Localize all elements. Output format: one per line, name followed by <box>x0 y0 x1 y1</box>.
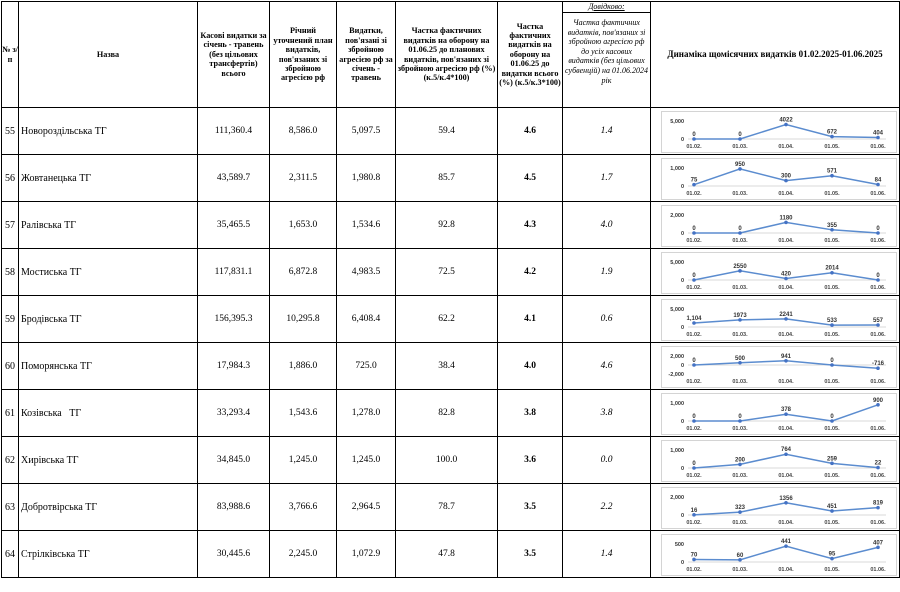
share-of-plan: 72.5 <box>396 249 498 296</box>
y-tick-label: 2,000 <box>670 495 684 501</box>
share-of-total: 3.8 <box>498 390 563 437</box>
municipality-name: Поморянська ТГ <box>19 343 198 390</box>
y-tick-label: 5,000 <box>670 119 684 125</box>
x-tick-label: 01.02. <box>686 520 702 526</box>
share-of-total: 4.6 <box>498 108 563 155</box>
x-tick-label: 01.06. <box>870 520 886 526</box>
annual-plan: 10,295.8 <box>270 296 337 343</box>
x-tick-label: 01.02. <box>686 238 702 244</box>
data-label: 0 <box>692 358 696 364</box>
data-label: 900 <box>872 397 884 404</box>
row-number: 58 <box>2 249 19 296</box>
chart-frame <box>661 158 897 200</box>
x-tick-label: 01.04. <box>778 379 794 385</box>
y-tick-label: 0 <box>680 278 684 284</box>
data-label: 1180 <box>779 215 793 222</box>
data-label: 2241 <box>779 311 793 318</box>
data-label: 0 <box>830 414 834 420</box>
table-row <box>2 343 900 390</box>
defense-expenditure: 1,980.8 <box>337 155 396 202</box>
x-tick-label: 01.03. <box>732 191 748 197</box>
municipality-name: Добротвірська ТГ <box>19 484 198 531</box>
x-tick-label: 01.06. <box>870 379 886 385</box>
defense-expenditure: 4,983.5 <box>337 249 396 296</box>
defense-expenditure-table <box>1 1 900 578</box>
share-of-plan: 82.8 <box>396 390 498 437</box>
y-tick-label: 0 <box>680 466 684 472</box>
chart-frame <box>661 205 897 247</box>
data-label: 451 <box>826 503 838 510</box>
y-tick-label: 0 <box>680 231 684 237</box>
y-tick-label: 1,000 <box>670 401 684 407</box>
row-number: 63 <box>2 484 19 531</box>
reference-share-2024: 1.4 <box>563 108 651 155</box>
municipality-name: Мостиська ТГ <box>19 249 198 296</box>
data-label: 557 <box>872 317 884 324</box>
table-row <box>2 390 900 437</box>
share-of-total: 4.3 <box>498 202 563 249</box>
x-tick-label: 01.05. <box>824 567 840 573</box>
defense-expenditure: 1,278.0 <box>337 390 396 437</box>
x-tick-label: 01.04. <box>778 426 794 432</box>
x-tick-label: 01.03. <box>732 473 748 479</box>
series-line <box>694 454 878 468</box>
cash-expenditure: 30,445.6 <box>198 531 270 578</box>
row-number: 59 <box>2 296 19 343</box>
table-row <box>2 202 900 249</box>
x-tick-label: 01.02. <box>686 567 702 573</box>
sparkline-svg <box>662 300 900 340</box>
municipality-name: Бродівська ТГ <box>19 296 198 343</box>
sparkline-svg <box>662 206 900 246</box>
defense-expenditure: 5,097.5 <box>337 108 396 155</box>
x-tick-label: 01.03. <box>732 520 748 526</box>
data-label: 2550 <box>733 263 747 270</box>
chart-frame <box>661 393 897 435</box>
x-tick-label: 01.05. <box>824 520 840 526</box>
cash-expenditure: 35,465.5 <box>198 202 270 249</box>
share-of-plan: 100.0 <box>396 437 498 484</box>
sparkline-svg <box>662 347 900 387</box>
chart-frame <box>661 487 897 529</box>
table-row <box>2 531 900 578</box>
data-label: 0 <box>692 414 696 420</box>
x-tick-label: 01.03. <box>732 567 748 573</box>
data-label: 672 <box>826 129 838 136</box>
x-tick-label: 01.05. <box>824 379 840 385</box>
data-label: 407 <box>872 540 884 547</box>
x-tick-label: 01.02. <box>686 285 702 291</box>
monthly-dynamics-chart <box>651 249 900 296</box>
x-tick-label: 01.05. <box>824 285 840 291</box>
table-row <box>2 484 900 531</box>
sparkline-svg <box>662 488 900 528</box>
defense-expenditure: 2,964.5 <box>337 484 396 531</box>
cash-expenditure: 83,988.6 <box>198 484 270 531</box>
row-number: 64 <box>2 531 19 578</box>
data-label: 1973 <box>733 312 747 319</box>
header-plan: Річний уточнений план видатків, пов'язаних зі збройною агресією рф <box>270 2 337 108</box>
annual-plan: 3,766.6 <box>270 484 337 531</box>
municipality-name: Жовтанецька ТГ <box>19 155 198 202</box>
y-tick-label: 1,000 <box>670 448 684 454</box>
header-expenditure: Видатки, пов'язані зі збройною агресією рф за січень - травень <box>337 2 396 108</box>
x-tick-label: 01.06. <box>870 191 886 197</box>
x-tick-label: 01.06. <box>870 567 886 573</box>
cash-expenditure: 33,293.4 <box>198 390 270 437</box>
annual-plan: 1,245.0 <box>270 437 337 484</box>
x-tick-label: 01.04. <box>778 285 794 291</box>
x-tick-label: 01.04. <box>778 144 794 150</box>
annual-plan: 1,886.0 <box>270 343 337 390</box>
x-tick-label: 01.06. <box>870 144 886 150</box>
x-tick-label: 01.06. <box>870 332 886 338</box>
municipality-name: Козівська ТГ <box>19 390 198 437</box>
x-tick-label: 01.05. <box>824 191 840 197</box>
x-tick-label: 01.02. <box>686 473 702 479</box>
y-tick-label: 5,000 <box>670 307 684 313</box>
share-of-plan: 78.7 <box>396 484 498 531</box>
x-tick-label: 01.03. <box>732 238 748 244</box>
table-row <box>2 437 900 484</box>
data-label: 0 <box>692 132 696 138</box>
defense-expenditure: 6,408.4 <box>337 296 396 343</box>
share-of-plan: 62.2 <box>396 296 498 343</box>
x-tick-label: 01.03. <box>732 332 748 338</box>
table-row <box>2 155 900 202</box>
defense-expenditure: 725.0 <box>337 343 396 390</box>
data-label: 75 <box>690 177 698 184</box>
data-label: 0 <box>692 461 696 467</box>
data-label: 0 <box>738 132 742 138</box>
reference-share-2024: 0.6 <box>563 296 651 343</box>
x-tick-label: 01.02. <box>686 379 702 385</box>
data-label: 819 <box>872 500 884 507</box>
data-label: 0 <box>876 226 880 232</box>
reference-share-2024: 0.0 <box>563 437 651 484</box>
chart-frame <box>661 252 897 294</box>
data-label: 70 <box>690 552 698 559</box>
share-of-plan: 92.8 <box>396 202 498 249</box>
data-label: 404 <box>872 130 884 137</box>
share-of-total: 4.2 <box>498 249 563 296</box>
reference-share-2024: 1.9 <box>563 249 651 296</box>
x-tick-label: 01.05. <box>824 238 840 244</box>
data-label: 355 <box>826 222 838 229</box>
data-label: 0 <box>738 414 742 420</box>
share-of-total: 3.5 <box>498 531 563 578</box>
monthly-dynamics-chart <box>651 202 900 249</box>
header-dynamics: Динаміка щомісячних видатків 01.02.2025-01.06.2025 <box>651 2 900 108</box>
chart-frame <box>661 346 897 388</box>
data-label: 300 <box>780 173 792 180</box>
municipality-name: Хирівська ТГ <box>19 437 198 484</box>
data-label: 200 <box>734 457 746 464</box>
share-of-total: 4.1 <box>498 296 563 343</box>
data-label: 500 <box>734 355 746 362</box>
y-tick-label: 0 <box>680 560 684 566</box>
cash-expenditure: 111,360.4 <box>198 108 270 155</box>
x-tick-label: 01.04. <box>778 332 794 338</box>
share-of-plan: 38.4 <box>396 343 498 390</box>
data-label: 441 <box>780 539 792 546</box>
y-tick-label: 0 <box>680 184 684 190</box>
y-tick-label: 5,000 <box>670 260 684 266</box>
row-number: 56 <box>2 155 19 202</box>
reference-share-2024: 2.2 <box>563 484 651 531</box>
monthly-dynamics-chart <box>651 437 900 484</box>
data-label: 2014 <box>825 265 839 272</box>
monthly-dynamics-chart <box>651 484 900 531</box>
y-tick-label: 0 <box>680 137 684 143</box>
x-tick-label: 01.04. <box>778 191 794 197</box>
x-tick-label: 01.06. <box>870 238 886 244</box>
cash-expenditure: 34,845.0 <box>198 437 270 484</box>
x-tick-label: 01.02. <box>686 144 702 150</box>
y-tick-label: 2,000 <box>670 354 684 360</box>
row-number: 55 <box>2 108 19 155</box>
cash-expenditure: 43,589.7 <box>198 155 270 202</box>
annual-plan: 6,872.8 <box>270 249 337 296</box>
share-of-plan: 47.8 <box>396 531 498 578</box>
chart-frame <box>661 111 897 153</box>
share-of-total: 4.0 <box>498 343 563 390</box>
data-label: 323 <box>734 505 746 512</box>
sparkline-svg <box>662 112 900 152</box>
x-tick-label: 01.02. <box>686 332 702 338</box>
y-tick-label: 1,000 <box>670 166 684 172</box>
data-label: 571 <box>826 168 838 175</box>
x-tick-label: 01.03. <box>732 144 748 150</box>
x-tick-label: 01.03. <box>732 285 748 291</box>
x-tick-label: 01.04. <box>778 567 794 573</box>
defense-expenditure: 1,072.9 <box>337 531 396 578</box>
row-number: 57 <box>2 202 19 249</box>
x-tick-label: 01.06. <box>870 473 886 479</box>
cash-expenditure: 156,395.3 <box>198 296 270 343</box>
data-label: 764 <box>780 447 792 454</box>
data-label: 1,104 <box>686 316 702 323</box>
data-label: 420 <box>780 271 792 278</box>
header-share-plan: Частка фактичних видатків на оборону на 01.06.25 до планових видатків, пов'язаних зі збройною агресією рф (%) (к.5/к.4*100) <box>396 2 498 108</box>
row-number: 60 <box>2 343 19 390</box>
x-tick-label: 01.05. <box>824 473 840 479</box>
share-of-total: 3.5 <box>498 484 563 531</box>
annual-plan: 2,245.0 <box>270 531 337 578</box>
reference-share-2024: 1.4 <box>563 531 651 578</box>
defense-expenditure: 1,534.6 <box>337 202 396 249</box>
municipality-name: Ралівська ТГ <box>19 202 198 249</box>
data-label: 0 <box>692 273 696 279</box>
sparkline-svg <box>662 159 900 199</box>
monthly-dynamics-chart <box>651 155 900 202</box>
sparkline-svg <box>662 394 900 434</box>
data-label: 0 <box>692 226 696 232</box>
table-row <box>2 108 900 155</box>
x-tick-label: 01.05. <box>824 144 840 150</box>
monthly-dynamics-chart <box>651 531 900 578</box>
sparkline-svg <box>662 441 900 481</box>
data-label: 941 <box>780 353 792 360</box>
y-tick-label: 0 <box>680 363 684 369</box>
share-of-plan: 59.4 <box>396 108 498 155</box>
series-line <box>694 125 878 139</box>
monthly-dynamics-chart <box>651 390 900 437</box>
data-label: 950 <box>734 161 746 168</box>
table-row <box>2 296 900 343</box>
data-label: 1356 <box>779 495 793 502</box>
data-label: 533 <box>826 318 838 325</box>
municipality-name: Стрілківська ТГ <box>19 531 198 578</box>
header-reference <box>563 2 651 108</box>
data-label: 0 <box>830 358 834 364</box>
monthly-dynamics-chart <box>651 296 900 343</box>
chart-frame <box>661 440 897 482</box>
reference-description: Частка фактичних видатків, пов'язаних зі збройною агресією рф до усіх касових видатків (без цільових субвенцій) на 01.06.2024 рік <box>565 18 648 85</box>
data-label: 22 <box>874 460 882 467</box>
row-number: 61 <box>2 390 19 437</box>
x-tick-label: 01.05. <box>824 426 840 432</box>
data-label: 0 <box>738 226 742 232</box>
y-tick-label: 0 <box>680 419 684 425</box>
share-of-total: 3.6 <box>498 437 563 484</box>
sparkline-svg <box>662 253 900 293</box>
row-number: 62 <box>2 437 19 484</box>
data-label: 16 <box>690 507 698 514</box>
x-tick-label: 01.03. <box>732 379 748 385</box>
share-of-total: 4.5 <box>498 155 563 202</box>
chart-frame <box>661 299 897 341</box>
x-tick-label: 01.04. <box>778 238 794 244</box>
data-label: 259 <box>826 456 838 463</box>
header-share-total: Частка фактичних видатків на оборону на 01.06.25 до видатки всього (%) (к.5/к.3*100) <box>498 2 563 108</box>
header-no: № з/п <box>2 2 19 108</box>
series-line <box>694 503 878 515</box>
x-tick-label: 01.05. <box>824 332 840 338</box>
reference-title: Довідково: <box>563 2 650 13</box>
share-of-plan: 85.7 <box>396 155 498 202</box>
header-cash: Касові видатки за січень - травень (без цільових трансфертів) всього <box>198 2 270 108</box>
y-tick-label: -2,000 <box>668 372 684 378</box>
x-tick-label: 01.06. <box>870 285 886 291</box>
annual-plan: 1,543.6 <box>270 390 337 437</box>
reference-share-2024: 3.8 <box>563 390 651 437</box>
reference-share-2024: 4.6 <box>563 343 651 390</box>
data-label: 4022 <box>779 117 793 124</box>
annual-plan: 2,311.5 <box>270 155 337 202</box>
cash-expenditure: 17,984.3 <box>198 343 270 390</box>
x-tick-label: 01.02. <box>686 426 702 432</box>
y-tick-label: 0 <box>680 513 684 519</box>
cash-expenditure: 117,831.1 <box>198 249 270 296</box>
chart-frame <box>661 534 897 576</box>
data-label: 0 <box>876 273 880 279</box>
annual-plan: 8,586.0 <box>270 108 337 155</box>
x-tick-label: 01.06. <box>870 426 886 432</box>
series-line <box>694 546 878 560</box>
data-label: 378 <box>780 407 792 414</box>
x-tick-label: 01.04. <box>778 520 794 526</box>
x-tick-label: 01.04. <box>778 473 794 479</box>
header-name: Назва <box>19 2 198 108</box>
y-tick-label: 0 <box>680 325 684 331</box>
x-tick-label: 01.02. <box>686 191 702 197</box>
x-tick-label: 01.03. <box>732 426 748 432</box>
annual-plan: 1,653.0 <box>270 202 337 249</box>
table-row <box>2 249 900 296</box>
monthly-dynamics-chart <box>651 108 900 155</box>
reference-share-2024: 4.0 <box>563 202 651 249</box>
reference-share-2024: 1.7 <box>563 155 651 202</box>
data-label: 84 <box>874 177 882 184</box>
y-tick-label: 500 <box>674 542 684 548</box>
y-tick-label: 2,000 <box>670 213 684 219</box>
defense-expenditure: 1,245.0 <box>337 437 396 484</box>
municipality-name: Новороздільська ТГ <box>19 108 198 155</box>
monthly-dynamics-chart <box>651 343 900 390</box>
data-label: 60 <box>736 552 744 559</box>
sparkline-svg <box>662 535 900 575</box>
data-label: -716 <box>871 361 885 368</box>
data-label: 95 <box>828 551 836 558</box>
